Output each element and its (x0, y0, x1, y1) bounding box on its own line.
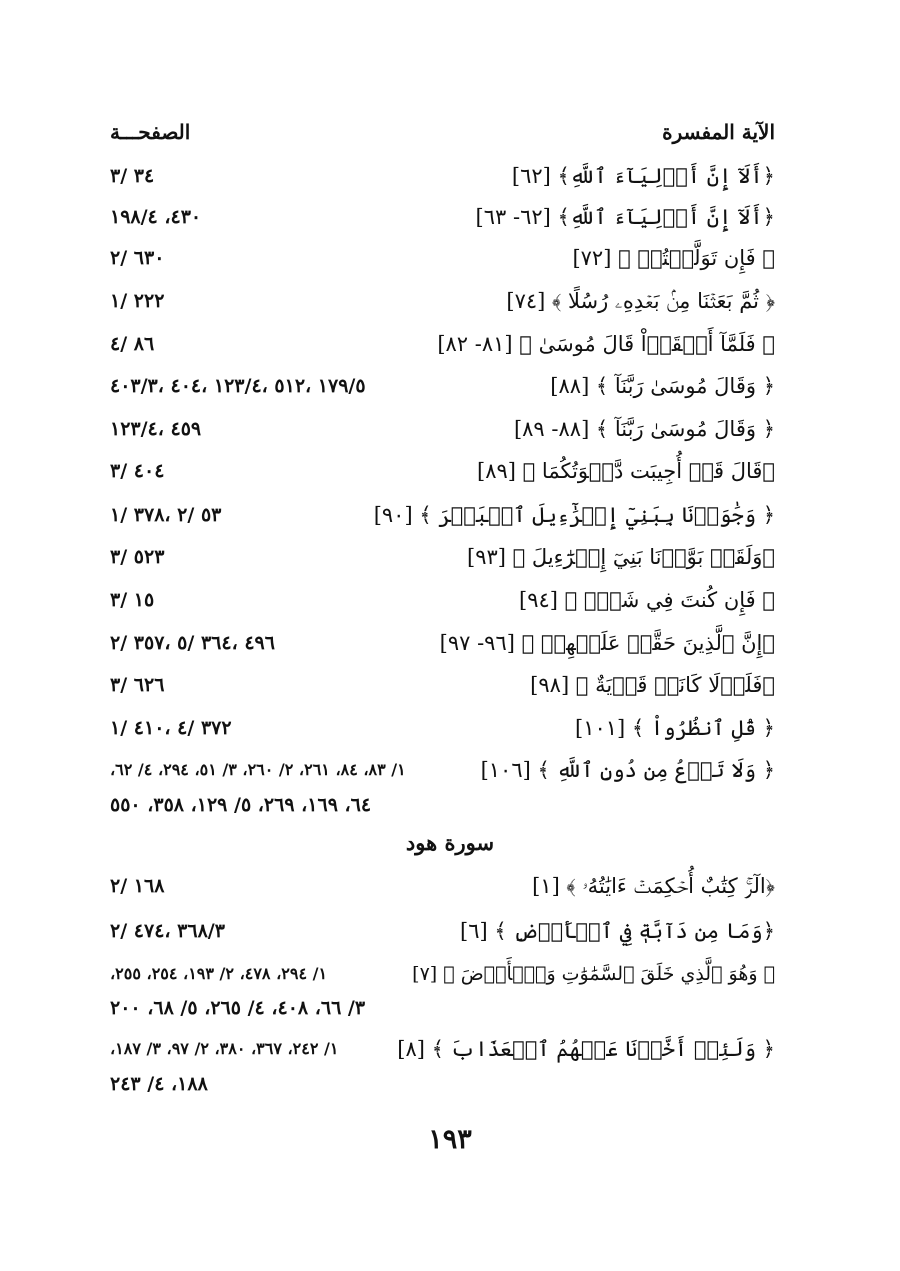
verse-text: ﴿وَلَقَدۡ بَوَّأۡنَا بَنِيٓ إِسۡرَٰٓءِيلَ ﴾ [٩٣] (467, 545, 775, 569)
verse-text: ﴿إِنَّ ٱلَّذِينَ حَقَّتۡ عَلَيۡهِمۡ ﴾ [٩٦- ٩٧] (439, 631, 775, 655)
page-number: ١٩٣ (428, 1124, 472, 1155)
index-row (110, 1031, 775, 1067)
page-reference: ٦٢٦ /٣ (110, 674, 165, 696)
surah-title: سورة هود (405, 830, 495, 855)
index-row (110, 411, 775, 447)
index-row (110, 752, 775, 788)
index-row (110, 539, 775, 575)
verse-text: ﴿ وَقَالَ مُوسَىٰ رَبَّنَآ ﴾ [٨٨] (550, 374, 775, 398)
page-reference-continued: ٦٤، ١٦٩، ٢٦٩، ٥/ ١٢٩، ٣٥٨، ٥٥٠ (110, 794, 372, 816)
page-reference: ٣٧٢ /٤ ،٤١٠ /١ (110, 717, 232, 739)
index-row (110, 497, 775, 533)
verse-text: ﴿ وَلَئِنۡ أَخَّرۡنَا عَنۡهُمُ ٱلۡعَذَابَ ﴾ [٨] (397, 1037, 775, 1061)
verse-text: ﴿فَلَوۡلَا كَانَتۡ قَرۡيَةٌ ﴾ [٩٨] (530, 673, 775, 697)
verse-text: ﴿ فَإِن كُنتَ فِي شَكّٖ ﴾ [٩٤] (519, 588, 775, 612)
index-row (110, 582, 775, 618)
page-reference: ٥٢٣ /٣ (110, 546, 165, 568)
verse-text: ﴿وَمَا مِن دَآبَّةٖ فِي ٱلۡأَرۡضِ ﴾ [٦] (459, 919, 775, 943)
page-reference: ٨٦ /٤ (110, 333, 155, 355)
page-reference: ٤٥٩ ،١٢٣/٤ (110, 418, 202, 440)
page-reference: ١/ ٢٩٤، ٤٧٨، ٢/ ١٩٣، ٢٥٤، ٢٥٥، (110, 964, 328, 983)
verse-text: ﴿أَلَآ إِنَّ أَوۡلِيَآءَ ٱللَّهِ﴾ [٦٢- ٦٣] (475, 205, 775, 229)
verse-text: ﴿ فَإِن تَوَلَّيۡتُمۡ ﴾ [٧٢] (572, 246, 775, 270)
verse-text: ﴿قَالَ قَدۡ أُجِيبَت دَّعۡوَتُكُمَا ﴾ [٨٩] (477, 459, 775, 483)
page-column-header: الصفحـــة (110, 120, 191, 144)
verse-column-header: الآية المفسرة (662, 120, 775, 144)
index-row (110, 956, 775, 992)
page-reference: ١٦٨ /٢ (110, 875, 165, 897)
index-row (110, 368, 775, 404)
verse-text: ﴿ قُلِ ٱنظُرُواْ ﴾ [١٠١] (575, 716, 775, 740)
index-row (110, 453, 775, 489)
verse-text: ﴿أَلَآ إِنَّ أَوۡلِيَآءَ ٱللَّهِ﴾ [٦٢] (511, 164, 775, 188)
page-reference: ٥٣ /٢ ،٣٧٨ /١ (110, 504, 222, 526)
index-row (110, 283, 775, 319)
index-row (110, 625, 775, 661)
page-reference: ١٧٩/٥ ،٥١٢ ،١٢٣/٤ ،٤٠٤ ،٤٠٣/٣ (110, 375, 366, 397)
index-row (110, 158, 775, 194)
verse-text: ﴿ فَلَمَّآ أَلۡقَوۡاْ قَالَ مُوسَىٰ ﴾ [٨١- ٨٢] (437, 332, 775, 356)
page-reference-continued: ٣/ ٦٦، ٤٠٨، ٤/ ٢٦٥، ٥/ ٦٨، ٢٠٠ (110, 997, 366, 1019)
page-reference: ٤٩٦ ،٣٦٤ /٥ ،٣٥٧ /٢ (110, 632, 275, 654)
index-row (110, 868, 775, 904)
verse-text: ﴿ وَقَالَ مُوسَىٰ رَبَّنَآ ﴾ [٨٨- ٨٩] (513, 417, 775, 441)
verse-text: ﴿ وَلَا تَدۡعُ مِن دُونِ ٱللَّهِ ﴾ [١٠٦] (480, 758, 775, 782)
index-row (110, 326, 775, 362)
page-reference: ١/ ٨٣، ٨٤، ٢٦١، ٢/ ٢٦٠، ٣/ ٥١، ٢٩٤، ٤/ ٦٢، (110, 760, 406, 779)
verse-text: ﴿ ثُمَّ بَعَثۡنَا مِنۢ بَعۡدِهِۦ رُسُلًا ﴾ [٧٤] (506, 289, 775, 313)
page-reference: ٤٠٤ /٣ (110, 460, 165, 482)
page-reference: ٦٣٠ /٢ (110, 247, 165, 269)
page-reference-continued: ١٨٨، ٤/ ٢٤٣ (110, 1073, 208, 1095)
verse-text: ﴿ وَجَٰوَزۡنَا بِبَنِيٓ إِسۡرَٰٓءِيلَ ٱلۡبَحۡرَ ﴾ [٩٠] (373, 503, 775, 527)
page-reference: ١/ ٢٤٢، ٣٦٧، ٣٨٠، ٢/ ٩٧، ٣/ ١٨٧، (110, 1039, 339, 1058)
page-reference: ٢٢٢ /١ (110, 290, 165, 312)
index-row (110, 913, 775, 949)
column-header-row (110, 114, 775, 150)
index-row (110, 667, 775, 703)
index-row (110, 710, 775, 746)
page-reference: ٤٣٠، ١٩٨/٤ (110, 206, 202, 228)
index-row (110, 240, 775, 276)
page-reference: ١٥ /٣ (110, 589, 155, 611)
page-reference: ٣٤ /٣ (110, 165, 155, 187)
page-reference: ٣٦٨/٣ ،٤٧٤ /٢ (110, 920, 225, 942)
verse-text: ﴿ وَهُوَ ٱلَّذِي خَلَقَ ٱلسَّمَٰوَٰتِ وَٱلۡأَرۡضَ ﴾ [٧] (412, 963, 775, 985)
verse-text: ﴿الٓرۚ كِتَٰبٌ أُحۡكِمَتۡ ءَايَٰتُهُۥ ﴾ [١] (532, 874, 775, 898)
index-row (110, 199, 775, 235)
